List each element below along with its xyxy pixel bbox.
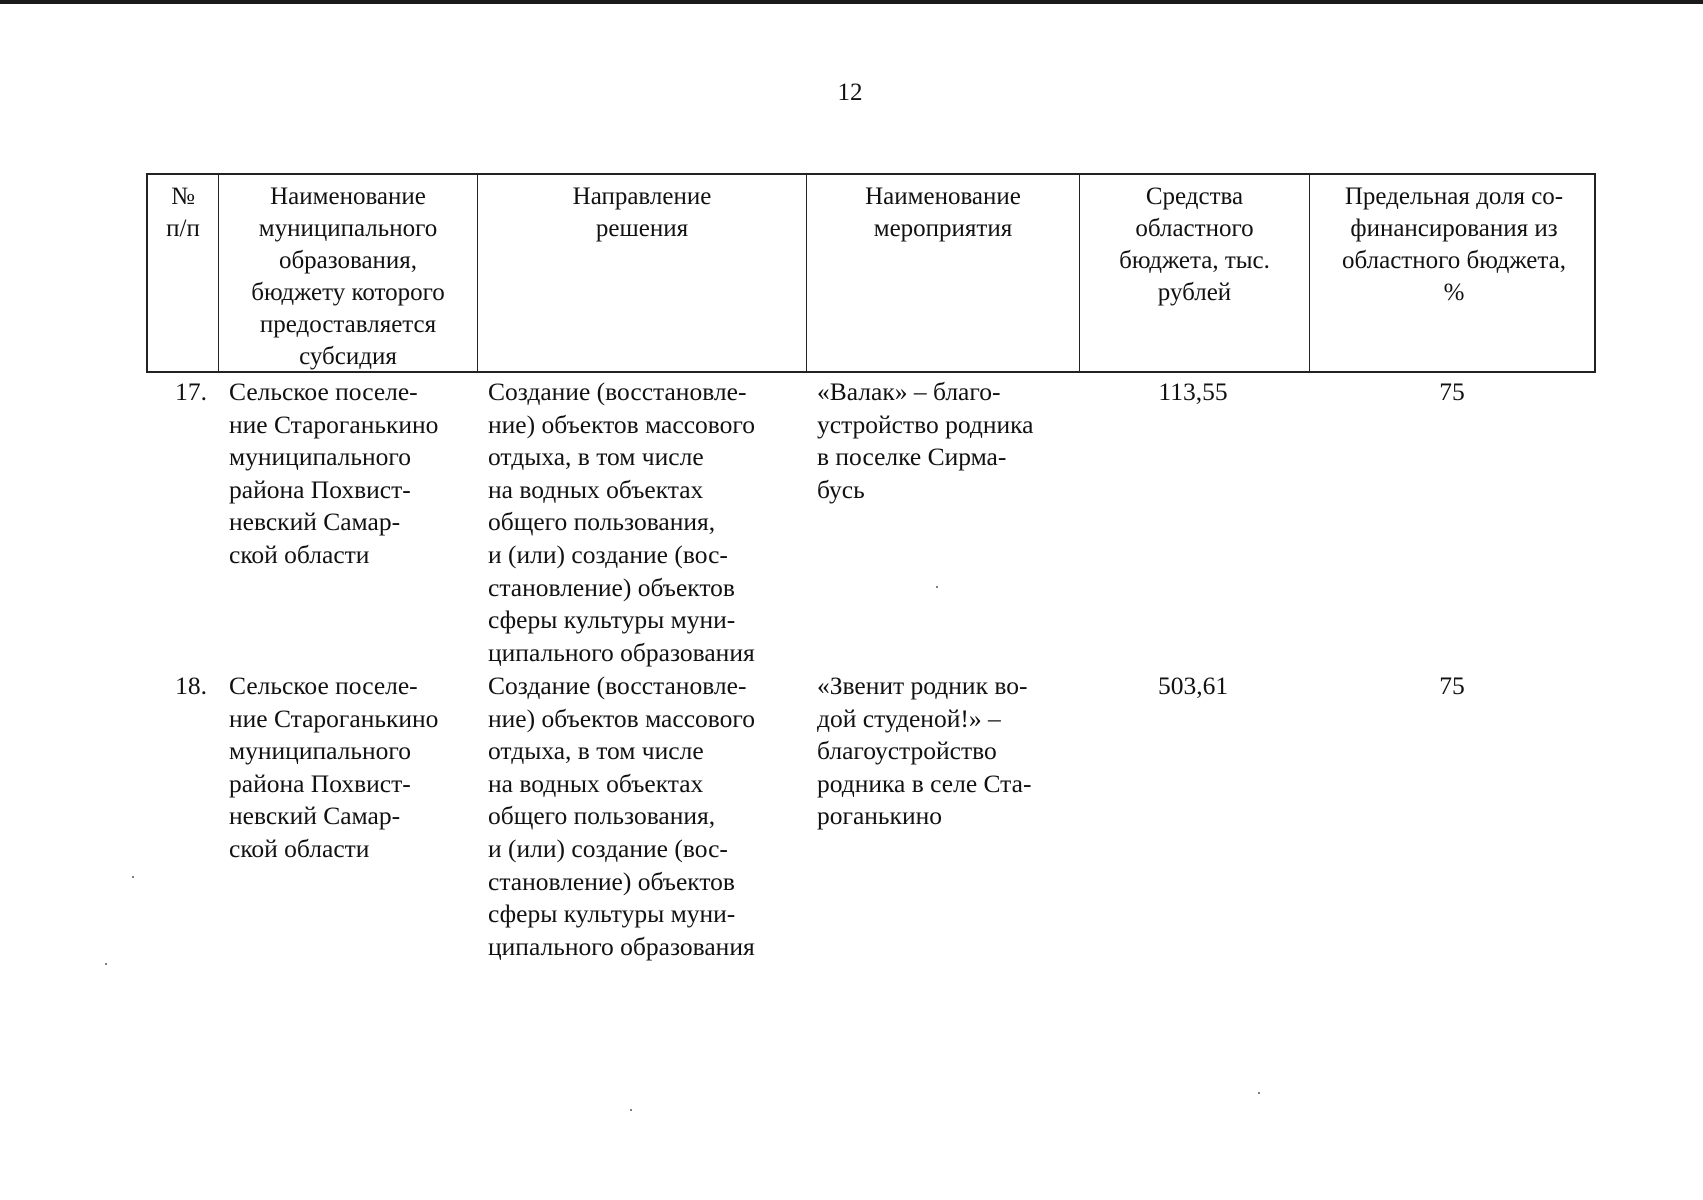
table-row bbox=[146, 376, 1596, 669]
scan-speck bbox=[630, 1109, 632, 1111]
scan-top-border bbox=[0, 0, 1703, 4]
table-row bbox=[146, 670, 1596, 963]
header-direction: Направление решения bbox=[478, 175, 807, 373]
direction-cell: Создание (восстановле- ние) объектов массового отдыха, в том числе на водных объектах общего пользования, и (или) создание (вос- становление) объектов сферы культуры муни- ципального образования bbox=[488, 377, 755, 667]
scan-speck bbox=[105, 963, 107, 965]
header-event: Наименование мероприятия bbox=[807, 175, 1080, 373]
municipality-cell: Сельское поселе- ние Староганькино муниципального района Похвист- невский Самар- ской области bbox=[229, 377, 439, 569]
funds-cell: 113,55 bbox=[1158, 377, 1228, 406]
direction-cell: Создание (восстановле- ние) объектов массового отдыха, в том числе на водных объектах общего пользования, и (или) создание (вос- становление) объектов сферы культуры муни- ципального образования bbox=[488, 671, 755, 961]
table-header bbox=[146, 173, 1596, 373]
share-cell: 75 bbox=[1439, 377, 1465, 406]
header-share: Предельная доля со- финансирования из областного бюджета, % bbox=[1342, 183, 1566, 306]
header-municipality: Наименование муниципального образования, бюджету которого предоставляется субсидия bbox=[219, 175, 478, 373]
scan-speck bbox=[132, 876, 134, 878]
header-funds: Средства областного бюджета, тыс. рублей bbox=[1080, 175, 1310, 373]
header-number: № п/п bbox=[148, 175, 219, 373]
event-cell: «Валак» – благо- устройство родника в поселке Сирма- бусь bbox=[817, 377, 1034, 504]
page-number: 12 bbox=[837, 79, 863, 106]
event-cell: «Звенит родник во- дой студеной!» – благоустройство родника в селе Ста- роганькино bbox=[817, 671, 1032, 831]
scan-speck bbox=[1258, 1092, 1260, 1094]
share-cell: 75 bbox=[1439, 671, 1465, 700]
row-number: 17. bbox=[175, 377, 207, 406]
row-number: 18. bbox=[175, 671, 207, 700]
municipality-cell: Сельское поселе- ние Староганькино муниципального района Похвист- невский Самар- ской области bbox=[229, 671, 439, 863]
funds-cell: 503,61 bbox=[1157, 671, 1229, 700]
